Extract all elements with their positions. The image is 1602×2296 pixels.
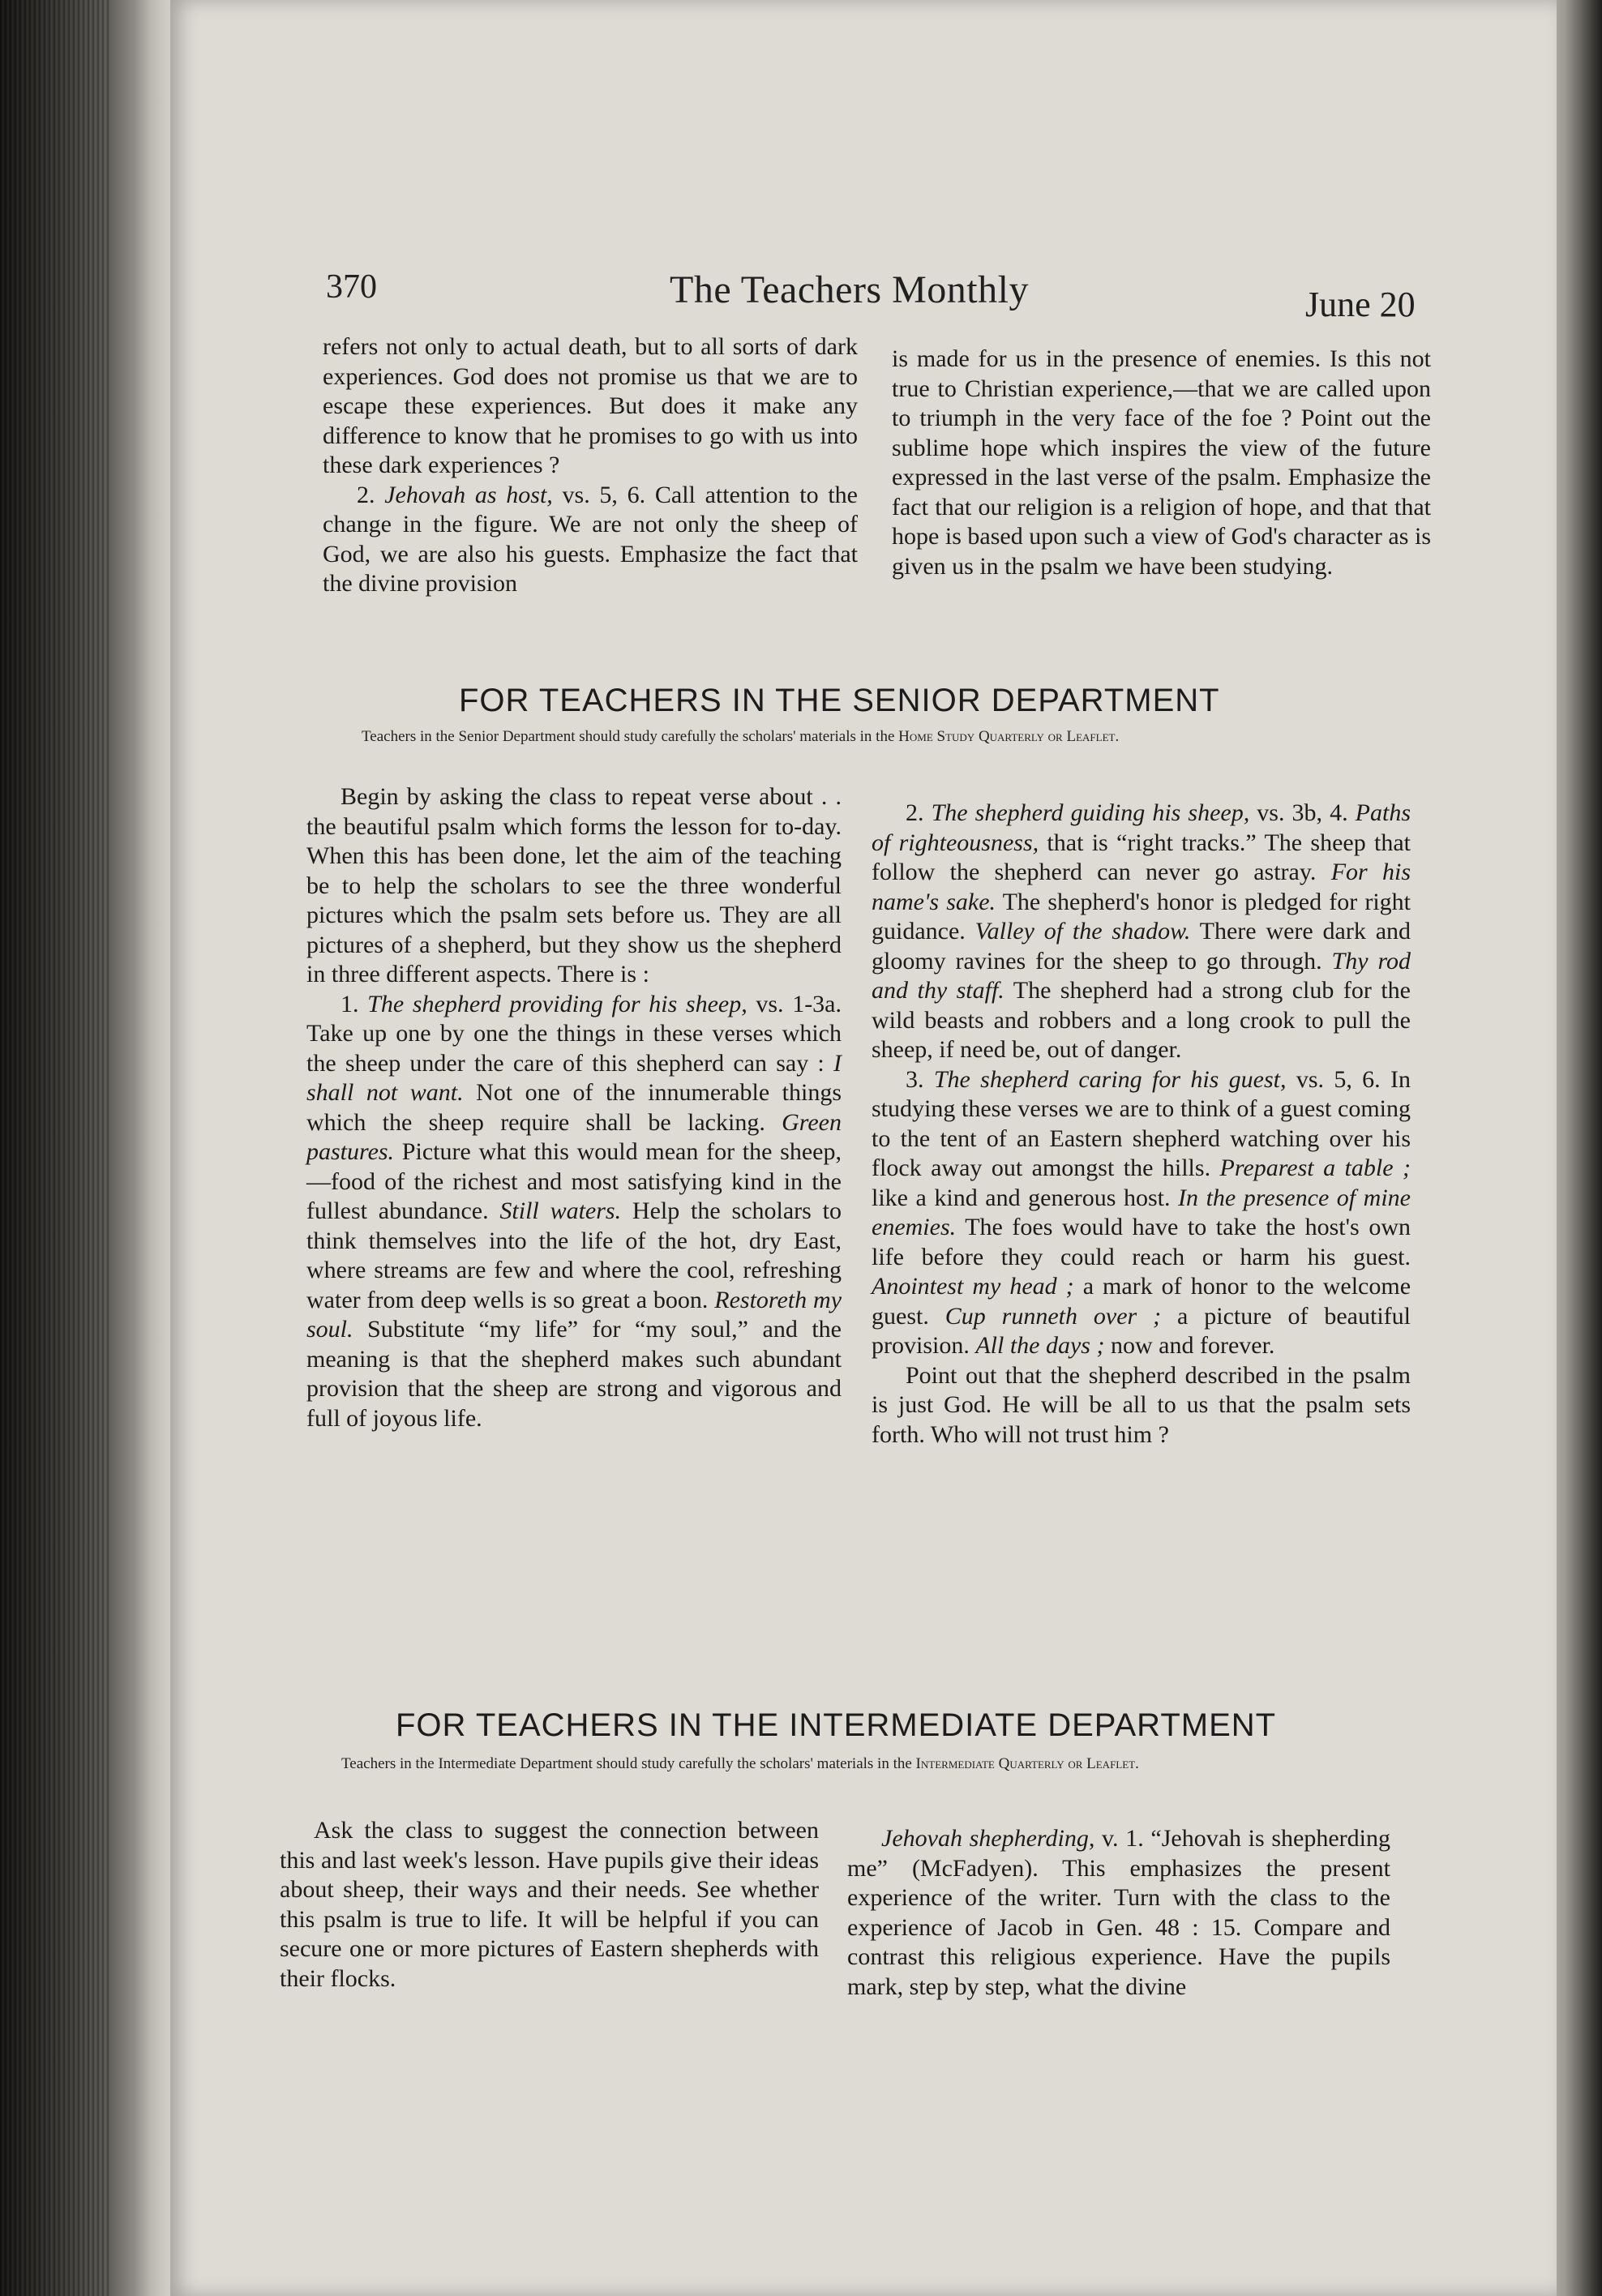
intermediate-department-heading: FOR TEACHERS IN THE INTERMEDIATE DEPARTMENT [396,1707,1277,1743]
paragraph: 1. The shepherd providing for his sheep, vs. 1-3a. Take up one by one the things in these verses which the sheep under the care of this shepherd can say : I shall not want. Not one of the innumerable things which the sheep require shall be lacking. Green pastures. Picture what this would mean for the sheep, —food of the richest and most satisfying kind in the fullest abundance. Still waters. Help the scholars to think themselves into the life of the hot, dry East, where streams are few and where the cool, refreshing water from deep wells is so great a boon. Restoreth my soul. Substitute “my life” for “my soul,” and the meaning is that the shepherd makes such abundant provision that the sheep are strong and vigorous and full of joyous life. [306,990,842,1432]
paragraph: 2. Jehovah as host, vs. 5, 6. Call attention to the change in the figure. We are not only the sheep of God, we are also his guests. Emphasize the fact that the divine provision [323,481,858,597]
top-left-column [323,332,858,599]
intermediate-right-column [847,1824,1390,2002]
senior-left-column [306,782,842,1433]
senior-right-column [872,799,1411,1450]
intermediate-department-note: Teachers in the Intermediate Department should study carefully the scholars' materials in the Intermediate Quarterly or Leaflet. [341,1755,1139,1772]
issue-date: June 20 [1305,285,1416,324]
paragraph: refers not only to actual death, but to all sorts of dark experiences. God does not promise us that we are to escape these experiences. But does it make any difference to know that he promises to go with us into these dark experiences ? [323,333,858,478]
journal-title: The Teachers Monthly [670,268,1029,311]
paragraph: Begin by asking the class to repeat verse about . . the beautiful psalm which forms the lesson for to-day. When this has been done, let the aim of the teaching be to help the scholars to see the three wonderful pictures which the psalm sets before us. They are all pictures of a shepherd, but they show us the shepherd in three different aspects. There is : [306,783,842,987]
book-page-edges [0,0,109,2296]
paragraph: Point out that the shepherd described in the psalm is just God. He will be all to us that the psalm sets forth. Who will not trust him ? [872,1361,1411,1448]
page-number: 370 [326,268,377,306]
paragraph: Ask the class to suggest the connection between this and last week's lesson. Have pupils give their ideas about sheep, their ways and their needs. See whether this psalm is true to life. It will be helpful if you can secure one or more pictures of Eastern shepherds with their flocks. [280,1817,819,1992]
paragraph: 2. The shepherd guiding his sheep, vs. 3b, 4. Paths of righteousness, that is “right tracks.” The sheep that follow the shepherd can never go astray. For his name's sake. The shepherd's honor is pledged for right guidance. Valley of the shadow. There were dark and gloomy ravines for the sheep to go through. Thy rod and thy staff. The shepherd had a strong club for the wild beasts and robbers and a long crook to pull the sheep, if need be, out of danger. [872,799,1411,1063]
senior-department-heading: FOR TEACHERS IN THE SENIOR DEPARTMENT [459,683,1220,718]
emphasis: Jehovah as host, [384,481,553,508]
paragraph: 3. The shepherd caring for his guest, vs. 5, 6. In studying these verses we are to think of a guest coming to the tent of an Eastern shepherd watching over his flock away out amongst the hills. Preparest a table ; like a kind and generous host. In the presence of mine enemies. The foes would have to take the host's own life before they could reach or harm his guest. Anointest my head ; a mark of honor to the welcome guest. Cup runneth over ; a picture of beautiful provision. All the days ; now and forever. [872,1065,1411,1359]
top-right-column [892,345,1431,581]
paragraph: is made for us in the presence of enemies. Is this not true to Christian experience,—that we are called upon to triumph in the very face of the foe ? Point out the sublime hope which inspires the view of the future expressed in the last verse of the psalm. Emphasize the fact that our religion is a religion of hope, and that that hope is based upon such a view of God's character as is given us in the psalm we have been studying. [892,345,1431,580]
intermediate-left-column [280,1816,819,1994]
senior-department-note: Teachers in the Senior Department should study carefully the scholars' materials in the Home Study Quarterly or Leaflet. [362,728,1120,745]
paragraph: Jehovah shepherding, v. 1. “Jehovah is shepherding me” (McFadyen). This emphasizes the present experience of the writer. Turn with the class to the experience of Jacob in Gen. 48 : 15. Compare and contrast this religious experience. Have the pupils mark, step by step, what the divine [847,1825,1390,2000]
